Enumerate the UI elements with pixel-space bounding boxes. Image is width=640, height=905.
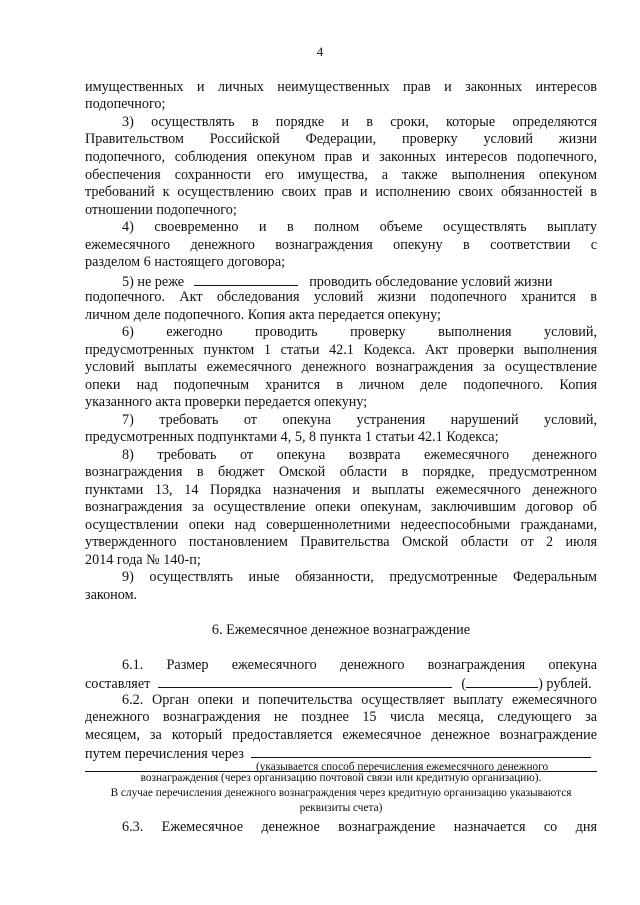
- blank-field[interactable]: [194, 272, 298, 286]
- text-line: разделом 6 настоящего договора;: [85, 254, 286, 270]
- note-line: вознаграждения (через организацию почтовой связи или кредитную организацию).: [140, 772, 542, 784]
- text-line: 6.3. Ежемесячное денежное вознаграждение назначается со дня: [122, 819, 597, 835]
- text-line: 2014 года № 140-п;: [85, 552, 201, 568]
- text-line: подопечного. Акт обследования условий жизни подопечного хранится в: [85, 289, 597, 305]
- text-line: месяцем, за который предоставляется ежемесячное денежное вознаграждение: [85, 727, 597, 743]
- section-heading: 6. Ежемесячное денежное вознаграждение: [211, 622, 471, 638]
- text-line: опеки над подопечным хранится в личном деле подопечного. Копия: [85, 377, 597, 393]
- note-line: В случае перечисления денежного вознаграждения через кредитную организацию указываются: [110, 787, 572, 799]
- text-fragment: путем перечисления через: [85, 746, 244, 761]
- text-line: утвержденного постановлением Правительства Омской области от 2 июля: [85, 534, 597, 550]
- text-line: вознаграждения за осуществление опеки опекунам, заключившим договор об: [85, 499, 597, 515]
- text-line: отношении подопечного;: [85, 202, 237, 218]
- text-line: 6.2. Орган опеки и попечительства осуществляет выплату ежемесячного: [122, 692, 597, 708]
- note-line: реквизиты счета): [299, 802, 383, 814]
- payment-method-field[interactable]: [251, 744, 591, 758]
- text-fragment: ) рублей.: [538, 676, 592, 691]
- text-line: подопечного;: [85, 96, 166, 112]
- text-line: 4) своевременно и в полном объеме осуществлять выплату: [122, 219, 597, 235]
- text-line: предусмотренных подпунктами 4, 5, 8 пункта 1 статьи 42.1 Кодекса;: [85, 429, 499, 445]
- text-line: 9) осуществлять иные обязанности, предусмотренные Федеральным: [122, 569, 597, 585]
- text-line: имущественных и личных неимущественных прав и законных интересов: [85, 79, 597, 95]
- text-fragment: 5) не реже: [122, 274, 185, 289]
- note-line: (указывается способ перечисления ежемесячного денежного: [256, 761, 549, 773]
- text-line: ежемесячного денежного вознаграждения опекуну в соответствии с: [85, 237, 597, 253]
- text-line: пунктами 13, 14 Порядка назначения и выплаты ежемесячного денежного: [85, 482, 597, 498]
- text-line: 8) требовать от опекуна возврата ежемесячного денежного: [122, 447, 597, 463]
- text-line: [122, 272, 597, 289]
- text-line: предусмотренных пунктом 1 статьи 42.1 Кодекса. Акт проверки выполнения: [85, 342, 597, 358]
- text-line: личном деле подопечного. Копия акта передается опекуну;: [85, 307, 441, 323]
- amount-words-field[interactable]: [466, 674, 538, 688]
- text-fragment: (: [461, 676, 467, 691]
- text-line: обеспечения сохранности его имущества, а также выполнения опекуном: [85, 167, 597, 183]
- text-line: указанного акта проверки передается опекуну;: [85, 394, 368, 410]
- text-line: 3) осуществлять в порядке и в сроки, которые определяются: [122, 114, 597, 130]
- text-fragment: проводить обследование условий жизни: [309, 274, 553, 289]
- text-line: 6) ежегодно проводить проверку выполнения условий,: [122, 324, 597, 340]
- text-line: требований к осуществлению своих прав и исполнению своих обязанностей в: [85, 184, 597, 200]
- text-line: денежного вознаграждения не позднее 15 числа месяца, следующего за: [85, 709, 597, 725]
- text-line: законом.: [85, 587, 138, 603]
- text-line: [85, 674, 597, 691]
- text-line: подопечного, соблюдения опекуном прав и законных интересов подопечного,: [85, 149, 597, 165]
- text-line: условий выплаты ежемесячного денежного вознаграждения за осуществление: [85, 359, 597, 375]
- text-fragment: составляет: [85, 676, 151, 691]
- text-line: вознаграждения в бюджет Омской области в порядке, предусмотренном: [85, 464, 597, 480]
- text-line: [85, 744, 597, 761]
- text-line: 7) требовать от опекуна устранения нарушений условий,: [122, 412, 597, 428]
- text-line: Правительством Российской Федерации, проверку условий жизни: [85, 131, 597, 147]
- text-line: 6.1. Размер ежемесячного денежного вознаграждения опекуна: [122, 657, 597, 673]
- page-number: 4: [316, 44, 324, 59]
- text-line: осуществлении опеки над совершеннолетними недееспособными гражданами,: [85, 517, 597, 533]
- amount-field[interactable]: [158, 674, 452, 688]
